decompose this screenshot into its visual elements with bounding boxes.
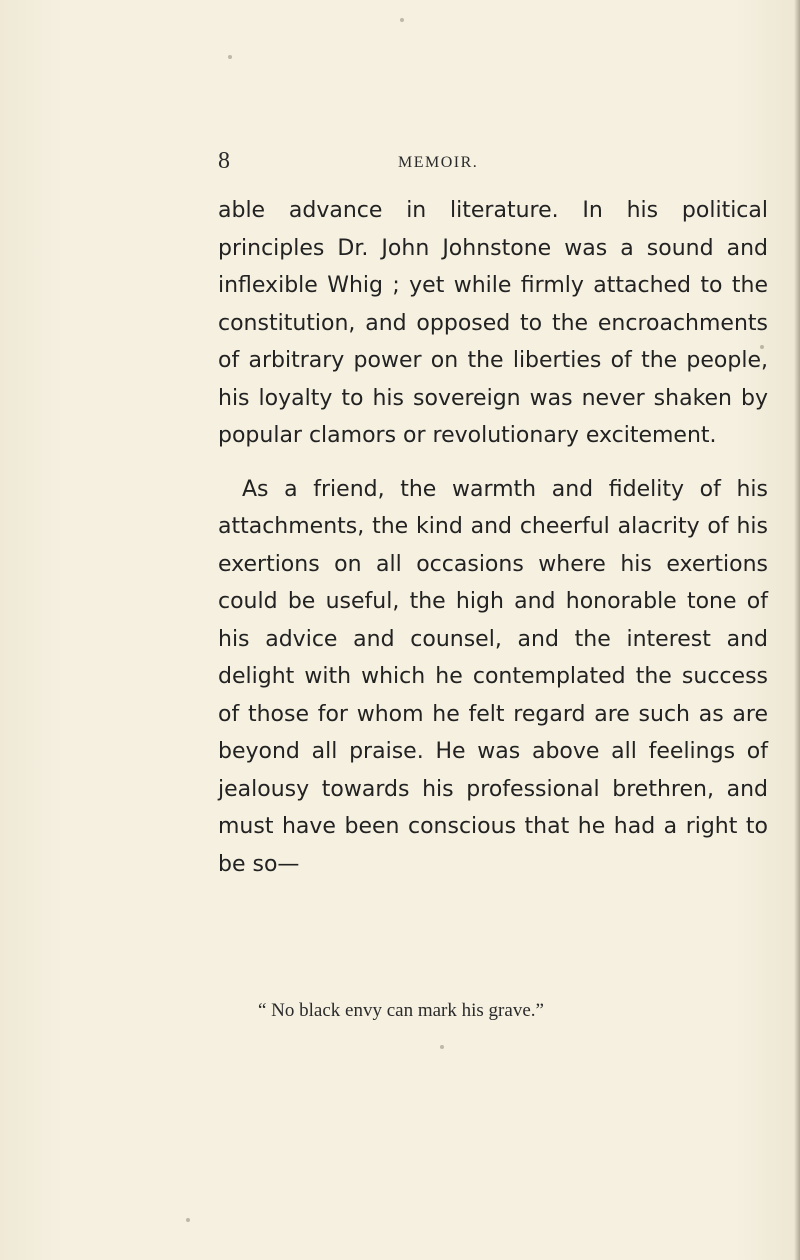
paper-speck: [400, 18, 404, 22]
paragraph-1: able advance in literature. In his political principles Dr. John Johnstone was a sound and inflexible Whig ; yet while firmly attached to the constitution, and opposed to the encroachments of arbitrary power on the liberties of the people, his loyalty to his sovereign was never shaken by popular clamors or revolutionary excitement.: [218, 198, 768, 448]
body-text: [218, 192, 768, 883]
page-edge-shadow: [794, 0, 800, 1260]
paper-speck: [228, 55, 232, 59]
running-head: MEMOIR.: [398, 154, 479, 171]
page-number: 8: [218, 148, 230, 174]
paragraph-2: As a friend, the warmth and fidelity of his attachments, the kind and cheerful alacrity of his exertions on all occasions where his exertions could be useful, the high and honorable tone of his advice and counsel, and the interest and delight with which he contemplated the success of those for whom he felt regard are such as are beyond all praise. He was above all feelings of jealousy towards his professional brethren, and must have been conscious that he had a right to be so—: [218, 476, 768, 877]
paper-speck: [440, 1045, 444, 1049]
page-header: [0, 148, 800, 178]
paper-speck: [186, 1218, 190, 1222]
quotation: “ No black envy can mark his grave.”: [258, 1000, 544, 1021]
